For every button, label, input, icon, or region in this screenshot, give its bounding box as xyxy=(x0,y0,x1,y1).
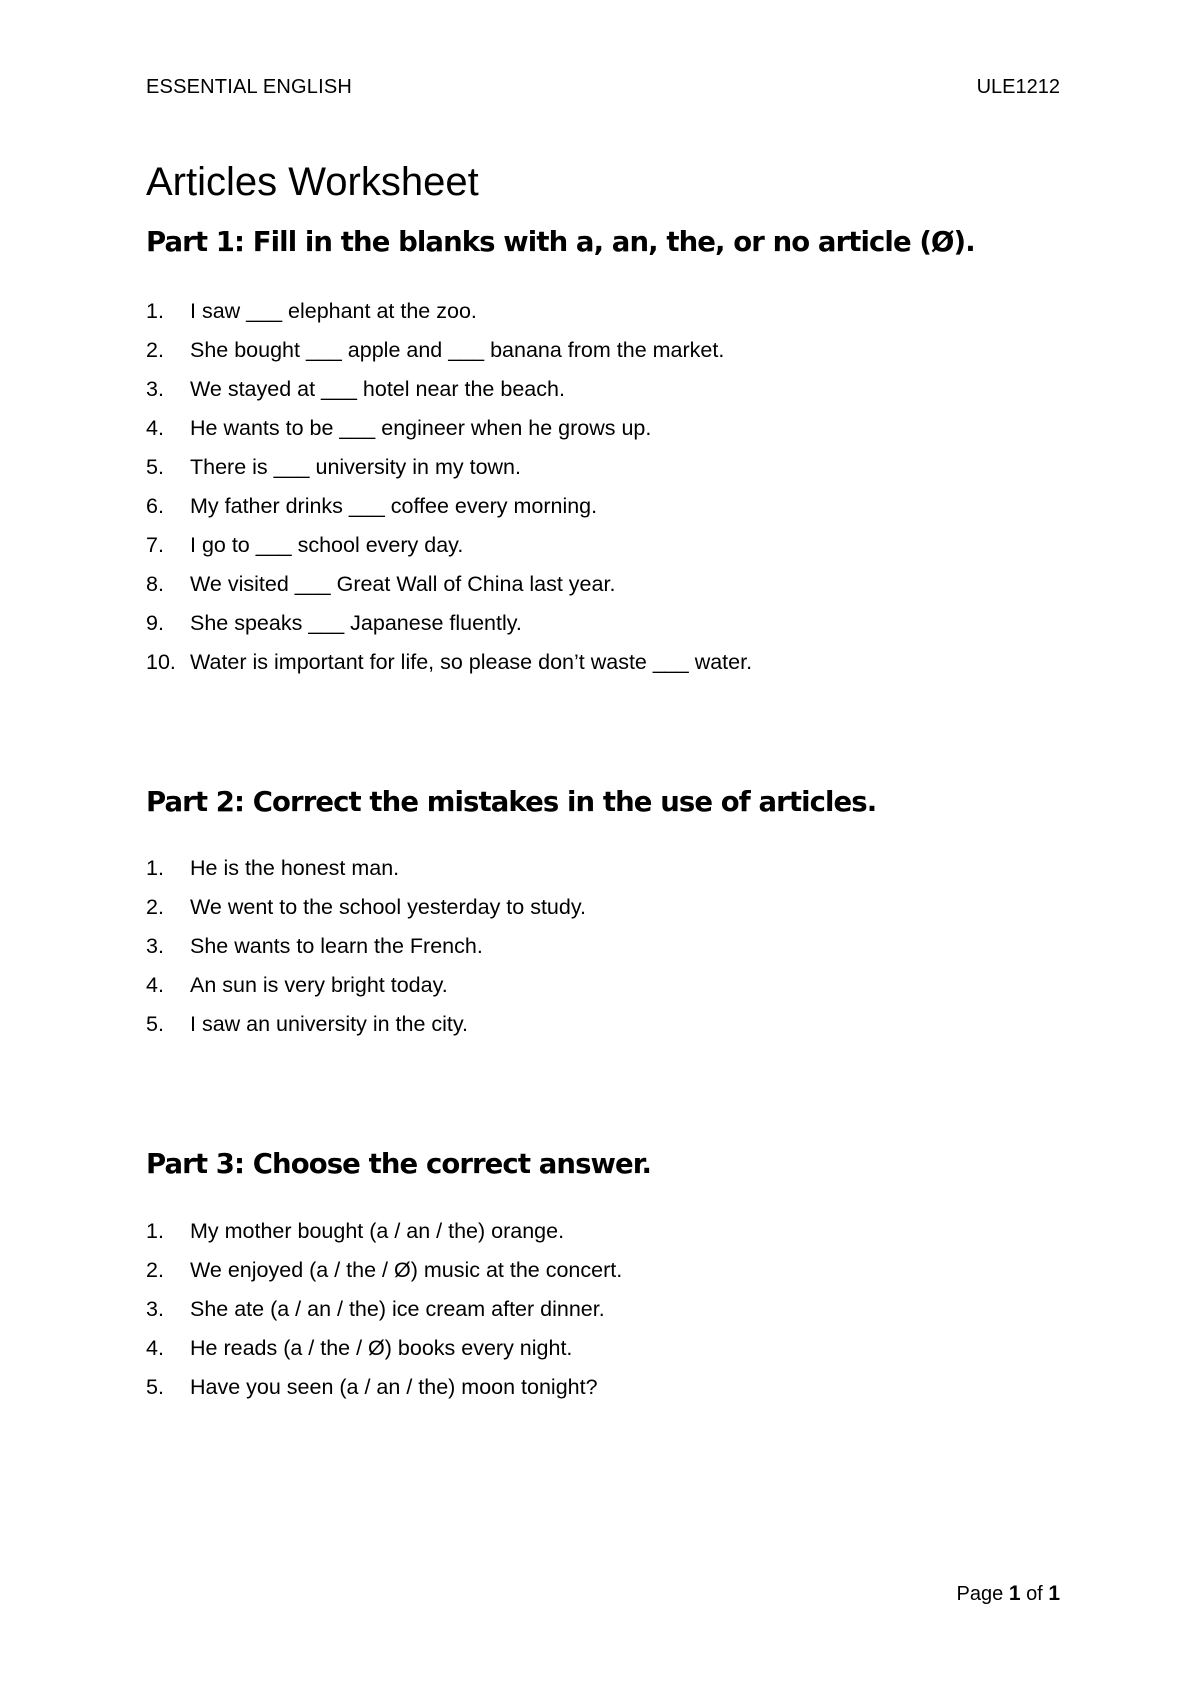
question-item xyxy=(146,1290,622,1329)
header-course-code: ULE1212 xyxy=(976,76,1060,98)
part-1-heading: Part 1: Fill in the blanks with a, an, the, or no article (Ø). xyxy=(146,226,975,258)
worksheet-title: Articles Worksheet xyxy=(146,160,479,204)
question-number: 4. xyxy=(146,1336,164,1360)
part-2-heading: Part 2: Correct the mistakes in the use of articles. xyxy=(146,786,877,818)
question-item xyxy=(146,331,752,370)
page-number-footer xyxy=(957,1582,1060,1606)
question-number: 4. xyxy=(146,973,164,997)
question-item xyxy=(146,1005,586,1044)
question-number: 2. xyxy=(146,338,164,362)
question-text: We stayed at ___ hotel near the beach. xyxy=(190,377,565,401)
question-item xyxy=(146,604,752,643)
question-text: Water is important for life, so please don’t waste ___ water. xyxy=(190,650,753,674)
question-number: 9. xyxy=(146,611,164,635)
question-item xyxy=(146,526,752,565)
question-item xyxy=(146,487,752,526)
question-text: He wants to be ___ engineer when he grows up. xyxy=(190,416,652,440)
question-number: 6. xyxy=(146,494,164,518)
page-label: Page xyxy=(956,1583,1004,1605)
question-item xyxy=(146,370,752,409)
question-number: 8. xyxy=(146,572,164,596)
question-text: Have you seen (a / an / the) moon tonight? xyxy=(190,1375,598,1399)
question-item xyxy=(146,565,752,604)
question-item xyxy=(146,849,586,888)
question-number: 3. xyxy=(146,934,164,958)
question-item xyxy=(146,927,586,966)
question-number: 5. xyxy=(146,1375,164,1399)
question-text: He reads (a / the / Ø) books every night. xyxy=(190,1336,573,1360)
question-number: 2. xyxy=(146,1258,164,1282)
question-text: I saw an university in the city. xyxy=(190,1012,469,1036)
part-2-question-list xyxy=(146,849,586,1044)
part-3-heading: Part 3: Choose the correct answer. xyxy=(146,1148,652,1180)
question-item xyxy=(146,643,752,682)
question-text: My mother bought (a / an / the) orange. xyxy=(190,1219,565,1243)
question-text: She wants to learn the French. xyxy=(190,934,483,958)
question-text: We enjoyed (a / the / Ø) music at the concert. xyxy=(190,1258,623,1282)
part-3-question-list xyxy=(146,1212,622,1407)
question-item xyxy=(146,966,586,1005)
question-number: 1. xyxy=(146,1219,164,1243)
question-number: 1. xyxy=(146,856,164,880)
question-text: An sun is very bright today. xyxy=(190,973,448,997)
question-text: He is the honest man. xyxy=(190,856,400,880)
question-text: We visited ___ Great Wall of China last year. xyxy=(190,572,616,596)
question-text: I saw ___ elephant at the zoo. xyxy=(190,299,477,323)
question-item xyxy=(146,1329,622,1368)
question-item xyxy=(146,1368,622,1407)
question-item xyxy=(146,292,752,331)
question-number: 2. xyxy=(146,895,164,919)
question-text: She speaks ___ Japanese fluently. xyxy=(190,611,522,635)
question-item xyxy=(146,448,752,487)
question-item xyxy=(146,409,752,448)
question-number: 7. xyxy=(146,533,164,557)
current-page-number: 1 xyxy=(1008,1582,1021,1605)
question-item xyxy=(146,1212,622,1251)
question-number: 5. xyxy=(146,455,164,479)
question-number: 5. xyxy=(146,1012,164,1036)
question-text: My father drinks ___ coffee every morning. xyxy=(190,494,598,518)
question-text: She bought ___ apple and ___ banana from the market. xyxy=(190,338,725,362)
question-number: 3. xyxy=(146,1297,164,1321)
part-1-question-list xyxy=(146,292,752,682)
question-number: 3. xyxy=(146,377,164,401)
question-number: 10. xyxy=(146,650,176,674)
question-text: She ate (a / an / the) ice cream after dinner. xyxy=(190,1297,605,1321)
question-item xyxy=(146,1251,622,1290)
total-page-count: 1 xyxy=(1048,1582,1060,1605)
question-text: There is ___ university in my town. xyxy=(190,455,521,479)
question-number: 1. xyxy=(146,299,164,323)
of-label: of xyxy=(1026,1583,1043,1605)
question-number: 4. xyxy=(146,416,164,440)
question-text: I go to ___ school every day. xyxy=(190,533,464,557)
header-course-name: ESSENTIAL ENGLISH xyxy=(146,76,353,98)
question-item xyxy=(146,888,586,927)
question-text: We went to the school yesterday to study. xyxy=(190,895,586,919)
